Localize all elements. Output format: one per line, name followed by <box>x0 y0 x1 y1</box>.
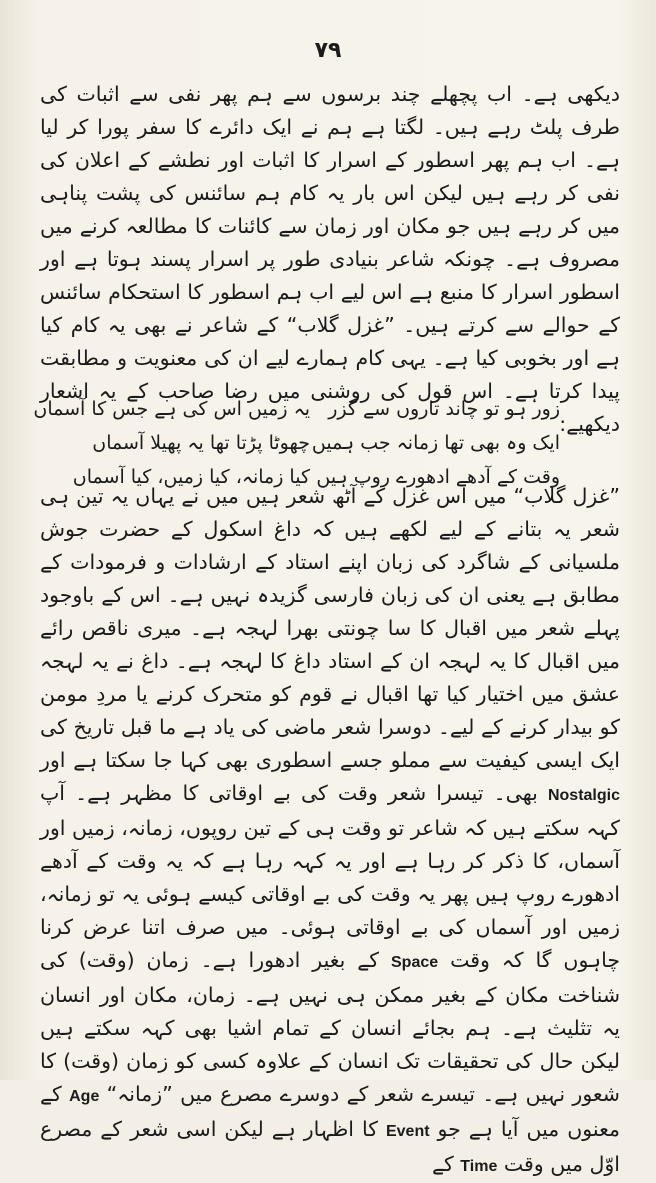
couplet-2-second-line: چھوٹا پڑتا تھا یہ پھیلا آسماں <box>92 432 310 454</box>
paragraph-2 <box>40 480 620 1183</box>
couplet-3-second-line: کیا زمانہ، کیا زمیں، کیا آسماں <box>72 466 310 488</box>
couplet-3-first-line: وقت کے آدھے ادھورے روپ ہیں <box>316 466 560 488</box>
term-space: Space <box>391 954 439 971</box>
couplet-1-first-line: زور ہو تو چاند تاروں سے گزر <box>328 398 560 420</box>
paragraph-2-part-d: کے معنوں میں آیا ہے جو <box>40 1082 620 1141</box>
paragraph-2-part-b: بھی۔ تیسرا شعر وقت کی بے اوقاتی کا مظہر ہے۔ آپ کہہ سکتے ہیں کہ شاعر تو وقت ہی کے تین روپوں، زمانہ، زمیں اور آسماں، کا ذکر کر رہا ہے اور یہ کہہ رہا ہے کہ یہ وقت کے آدھے ادھورے روپ ہیں پھر یہ وقت کی بے اوقاتی کیسے ہوئی یہ تو زمانہ، زمیں اور آسماں کی بے اوقاتی ہوئی۔ میں صرف اتنا عرض کرنا چاہوں گا کہ وقت <box>40 781 620 972</box>
term-age: Age <box>69 1088 100 1105</box>
couplet-2 <box>90 426 560 460</box>
couplet-1-second-line: یہ زمیں اس کی ہے جس کا آسماں <box>33 398 310 420</box>
paragraph-2-part-f: کے <box>431 1152 454 1176</box>
term-event: Event <box>385 1123 430 1140</box>
paragraph-2-text <box>40 480 620 1183</box>
paragraph-1 <box>33 78 620 441</box>
couplet-2-first-line: ایک وہ بھی تھا زمانہ جب ہمیں <box>311 432 560 454</box>
couplets <box>33 392 560 494</box>
term-nostalgic: Nostalgic <box>547 787 620 804</box>
paragraph-1-text: دیکھی ہے۔ اب پچھلے چند برسوں سے ہم پھر نفی سے اثبات کی طرف پلٹ رہے ہیں۔ لگتا ہے ہم نے ایک دائرے کا سفر پورا کر لیا ہے۔ اب ہم پھر اسطور کے اسرار کا اثبات اور نطشے کے اعلان کی نفی کر رہے ہیں لیکن اس بار یہ کام ہم سائنس کی پشت پناہی میں کر رہے ہیں جو مکان اور زمان سے کائنات کا مطالعہ کرنے میں مصروف ہے۔ چونکہ شاعر بنیادی طور پر اسرار پسند ہوتا ہے اور اسطور اسرار کا منبع ہے اس لیے اب ہم اسطور کا استحکام سائنس کے حوالے سے کرتے ہیں۔ ”غزل گلاب“ کے شاعر نے بھی یہ کام کیا ہے اور بخوبی کیا ہے۔ یہی کام ہمارے لیے ان کی معنویت و مطابقت پیدا کرتا ہے۔ اس قول کی روشنی میں رضا صاحب کے یہ اشعار دیکھیے: <box>40 82 620 436</box>
paragraph-2-part-c: کے بغیر ادھورا ہے۔ زمان (وقت) کی شناخت مکان کے بغیر ممکن ہی نہیں ہے۔ زمان، مکان اور انسان یہ تثلیث ہے۔ ہم بجائے انسان کے تمام اشیا بھی کہہ سکتے ہیں لیکن حال کی تحقیقات تک انسان کے علاوہ کسی کو زمان (وقت) کا شعور نہیں ہے۔ تیسرے شعر کے دوسرے مصرع میں ”زمانہ“ <box>40 948 620 1106</box>
couplet-1 <box>33 392 560 426</box>
page-number: ۷۹ <box>314 38 342 63</box>
paragraph-2-part-e: کا اظہار ہے لیکن اسی شعر کے مصرع اوّل میں وقت <box>40 1117 620 1176</box>
term-time: Time <box>460 1158 498 1175</box>
paragraph-2-part-a: ”غزل گلاب“ میں اس غزل کے آٹھ شعر ہیں میں نے یہاں یہ تین ہی شعر یہ بتانے کے لیے لکھے ہیں کہ داغ اسکول کے حضرت جوش ملسیانی کے شاگرد کی زبان اپنے استاد کے ارشادات و فرمودات کے مطابق ہے یعنی ان کی زبان فارسی گزیدہ نہیں ہے۔ اس کے باوجود پہلے شعر میں اقبال کا سا چونتی بھرا لہجہ ہے۔ میری ناقص رائے میں اقبال کا یہ لہجہ ان کے استاد داغ کا لہجہ ہے۔ داغ نے یہ لہجہ عشق میں اختیار کیا تھا اقبال نے قوم کو متحرک کرنے یا مردِ مومن کو بیدار کرنے کے لیے۔ دوسرا شعر ماضی کی یاد ہے ما قبل تاریخ کی ایک ایسی کیفیت سے مملو جسے اسطوری بھی کہا جا سکتا ہے اور <box>40 484 620 772</box>
